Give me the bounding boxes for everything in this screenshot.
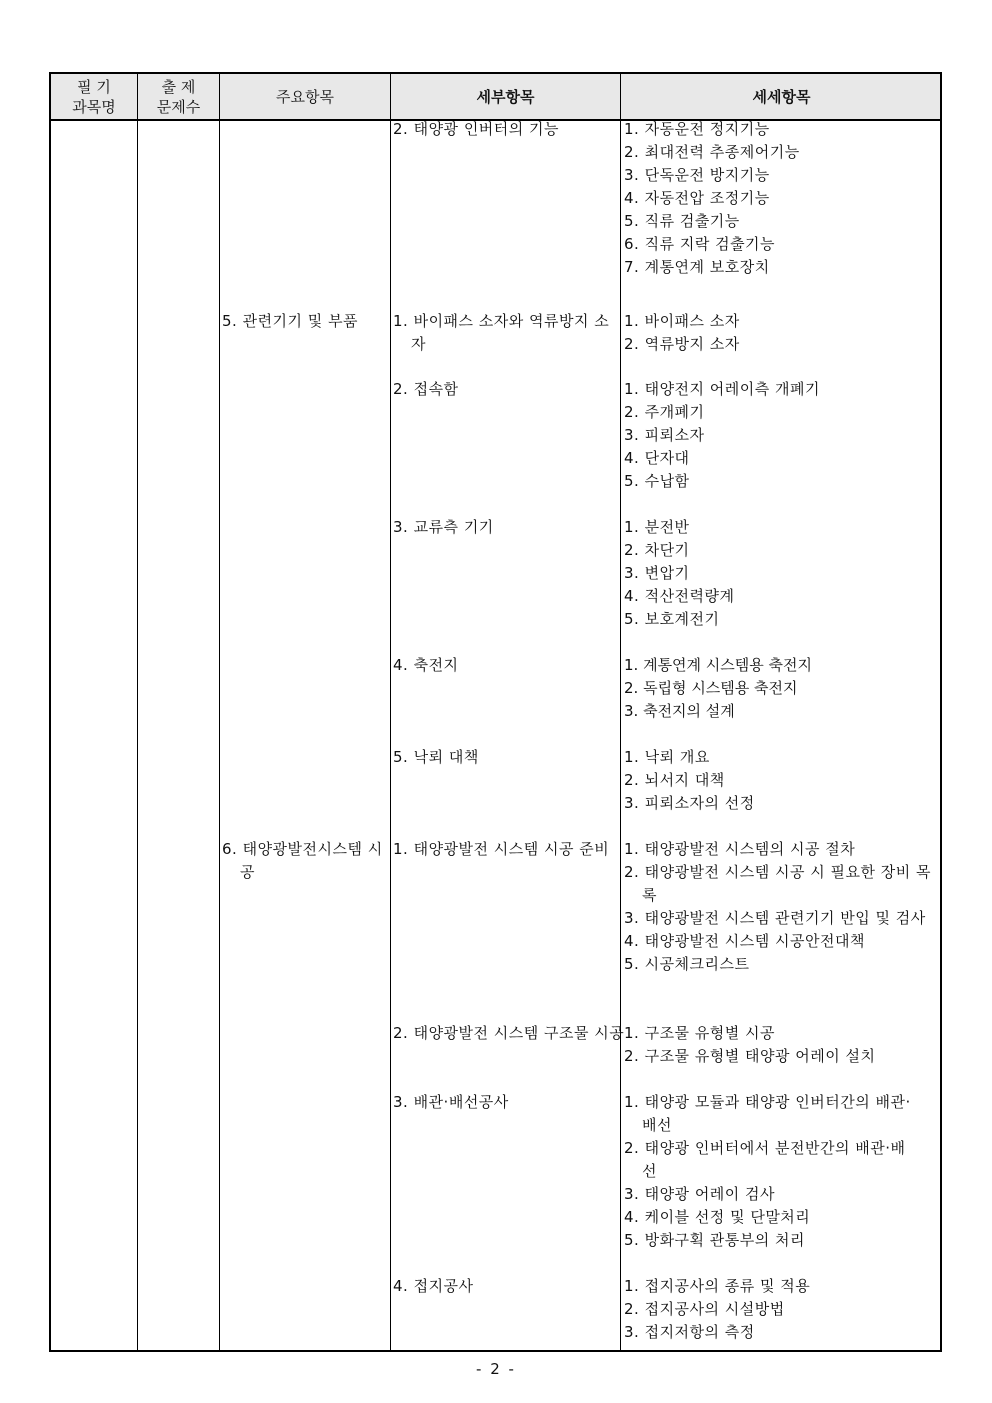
sub-item: 1. 바이패스 소자와 역류방지 소자	[393, 312, 610, 353]
detail-item: 2. 차단기	[624, 541, 690, 559]
header-detail-item: 세세항목	[752, 87, 811, 106]
detail-item: 1. 바이패스 소자	[624, 312, 740, 330]
sub-item: 3. 교류측 기기	[393, 518, 494, 536]
detail-item: 2. 태양광 인버터에서 분전반간의 배관·배선	[624, 1139, 906, 1180]
detail-group	[624, 1091, 914, 1252]
detail-item: 2. 태양광발전 시스템 시공 시 필요한 장비 목록	[624, 863, 932, 904]
detail-group	[624, 1022, 876, 1068]
header-question-count	[138, 74, 219, 119]
detail-item: 1. 자동운전 정지기능	[624, 120, 770, 138]
detail-group	[624, 654, 812, 723]
detail-item: 3. 피뢰소자	[624, 426, 705, 444]
detail-item: 7. 계통연계 보호장치	[624, 258, 770, 276]
detail-item: 3. 축전지의 설계	[624, 702, 735, 720]
detail-item: 3. 태양광발전 시스템 관련기기 반입 및 검사	[624, 909, 926, 927]
sub-item: 4. 축전지	[393, 656, 459, 674]
detail-item: 6. 직류 지락 검출기능	[624, 235, 776, 253]
detail-group	[624, 746, 755, 815]
detail-item: 2. 주개폐기	[624, 403, 705, 421]
detail-item: 2. 뇌서지 대책	[624, 771, 725, 789]
syllabus-table	[49, 72, 942, 1352]
detail-item: 2. 구조물 유형별 태양광 어레이 설치	[624, 1047, 876, 1065]
detail-item: 3. 피뢰소자의 선정	[624, 794, 755, 812]
detail-item: 5. 방화구획 관통부의 처리	[624, 1231, 806, 1249]
detail-item: 2. 독립형 시스템용 축전지	[624, 679, 798, 697]
detail-item: 2. 역류방지 소자	[624, 335, 740, 353]
sub-item: 3. 배관·배선공사	[393, 1093, 509, 1111]
detail-item: 5. 보호계전기	[624, 610, 720, 628]
header-subject	[51, 74, 137, 119]
detail-item: 2. 최대전력 추종제어기능	[624, 143, 800, 161]
detail-item: 4. 케이블 선정 및 단말처리	[624, 1208, 811, 1226]
detail-item: 5. 시공체크리스트	[624, 955, 750, 973]
detail-item: 4. 자동전압 조정기능	[624, 189, 770, 207]
header-subject-line2: 과목명	[72, 97, 116, 116]
sub-item: 5. 낙뢰 대책	[393, 748, 479, 766]
sub-item: 2. 태양광발전 시스템 구조물 시공	[393, 1024, 625, 1042]
detail-item: 4. 단자대	[624, 449, 690, 467]
sub-item: 2. 태양광 인버터의 기능	[393, 120, 560, 138]
detail-group	[624, 516, 735, 631]
detail-group	[624, 378, 820, 493]
detail-item: 1. 태양광 모듈과 태양광 인버터간의 배관·배선	[624, 1093, 911, 1134]
main-item: 5. 관련기기 및 부품	[222, 312, 359, 330]
detail-group	[624, 310, 740, 356]
main-item: 6. 태양광발전시스템 시공	[222, 840, 383, 881]
detail-group	[624, 118, 800, 279]
detail-item: 1. 태양광발전 시스템의 시공 절차	[624, 840, 856, 858]
column-divider	[620, 74, 621, 1350]
detail-item: 1. 태양전지 어레이측 개폐기	[624, 380, 821, 398]
detail-item: 1. 구조물 유형별 시공	[624, 1024, 776, 1042]
column-divider	[219, 74, 220, 1350]
detail-item: 1. 분전반	[624, 518, 690, 536]
detail-item: 3. 접지저항의 측정	[624, 1323, 755, 1341]
header-count-line1: 출 제	[161, 77, 196, 96]
header-main-item: 주요항목	[276, 87, 334, 106]
detail-item: 3. 변압기	[624, 564, 690, 582]
detail-item: 2. 접지공사의 시설방법	[624, 1300, 785, 1318]
detail-item: 1. 접지공사의 종류 및 적용	[624, 1277, 811, 1295]
detail-item: 3. 단독운전 방지기능	[624, 166, 770, 184]
detail-item: 4. 적산전력량계	[624, 587, 735, 605]
column-divider	[137, 74, 138, 1350]
page-number: - 2 -	[476, 1360, 516, 1378]
sub-item: 1. 태양광발전 시스템 시공 준비	[393, 840, 610, 858]
header-sub-item: 세부항목	[476, 87, 535, 106]
column-divider	[390, 74, 391, 1350]
sub-item: 2. 접속함	[393, 380, 459, 398]
detail-item: 4. 태양광발전 시스템 시공안전대책	[624, 932, 865, 950]
detail-item: 1. 낙뢰 개요	[624, 748, 710, 766]
sub-item: 4. 접지공사	[393, 1277, 474, 1295]
detail-item: 1. 계통연계 시스템용 축전지	[624, 656, 813, 674]
detail-item: 3. 태양광 어레이 검사	[624, 1185, 776, 1203]
detail-group	[624, 1275, 810, 1344]
detail-item: 5. 수납함	[624, 472, 690, 490]
header-subject-line1: 필 기	[77, 77, 111, 96]
header-count-line2: 문제수	[156, 97, 201, 116]
detail-group	[624, 838, 940, 976]
table-header	[51, 74, 940, 121]
detail-item: 5. 직류 검출기능	[624, 212, 740, 230]
